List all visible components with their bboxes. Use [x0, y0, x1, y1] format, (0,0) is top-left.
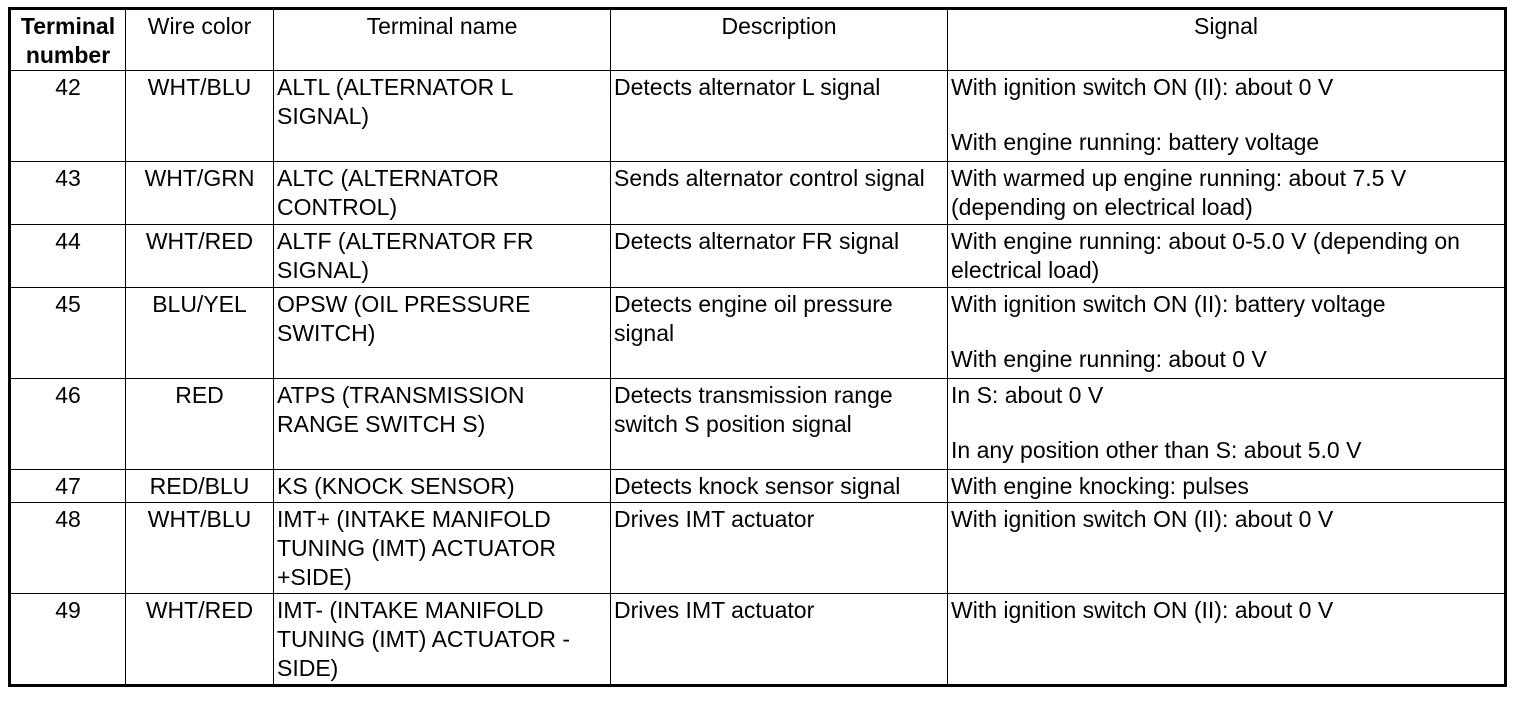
wire-color-cell: WHT/RED	[126, 594, 274, 686]
signal-line: With ignition switch ON (II): about 0 V	[951, 597, 1334, 623]
terminal-name-cell: OPSW (OIL PRESSURE SWITCH)	[274, 288, 611, 379]
description-cell: Detects engine oil pressure signal	[611, 288, 948, 379]
terminal-name-cell: ALTC (ALTERNATOR CONTROL)	[274, 162, 611, 225]
header-row	[10, 9, 1506, 71]
terminal-number-cell: 49	[10, 594, 126, 686]
table-row	[10, 379, 1506, 470]
signal-cell	[948, 288, 1506, 379]
header-terminal-number	[10, 9, 126, 71]
terminal-number-cell: 46	[10, 379, 126, 470]
header-description: Description	[611, 9, 948, 71]
header-wire-color: Wire color	[126, 9, 274, 71]
terminal-table	[8, 7, 1507, 687]
wire-color-cell: WHT/BLU	[126, 71, 274, 162]
terminal-name-cell: KS (KNOCK SENSOR)	[274, 470, 611, 503]
table-row	[10, 288, 1506, 379]
header-terminal-number-line1: Terminal	[20, 13, 116, 39]
signal-line: In S: about 0 V	[951, 382, 1104, 408]
terminal-number-cell: 43	[10, 162, 126, 225]
terminal-name-cell: IMT- (INTAKE MANIFOLD TUNING (IMT) ACTUATOR -SIDE)	[274, 594, 611, 686]
terminal-number-cell: 44	[10, 225, 126, 288]
signal-cell	[948, 379, 1506, 470]
description-cell: Sends alternator control signal	[611, 162, 948, 225]
header-terminal-number-line2: number	[25, 42, 111, 68]
signal-line: With engine running: about 0-5.0 V (depending on electrical load)	[951, 228, 1460, 283]
terminal-name-cell: ALTL (ALTERNATOR L SIGNAL)	[274, 71, 611, 162]
signal-cell	[948, 503, 1506, 594]
table-row	[10, 71, 1506, 162]
signal-cell	[948, 594, 1506, 686]
signal-line: With engine knocking: pulses	[951, 473, 1249, 499]
signal-cell	[948, 71, 1506, 162]
header-signal: Signal	[948, 9, 1506, 71]
table-row	[10, 470, 1506, 503]
signal-cell	[948, 225, 1506, 288]
wire-color-cell: WHT/RED	[126, 225, 274, 288]
signal-line: In any position other than S: about 5.0 V	[951, 437, 1362, 463]
terminal-number-cell: 42	[10, 71, 126, 162]
terminal-number-cell: 48	[10, 503, 126, 594]
signal-cell	[948, 470, 1506, 503]
terminal-name-cell: ALTF (ALTERNATOR FR SIGNAL)	[274, 225, 611, 288]
terminal-name-cell: IMT+ (INTAKE MANIFOLD TUNING (IMT) ACTUATOR +SIDE)	[274, 503, 611, 594]
signal-cell	[948, 162, 1506, 225]
table-row	[10, 503, 1506, 594]
signal-line: With engine running: about 0 V	[951, 346, 1267, 372]
wire-color-cell: WHT/BLU	[126, 503, 274, 594]
signal-line: With ignition switch ON (II): battery voltage	[951, 291, 1386, 317]
table-row	[10, 225, 1506, 288]
description-cell: Detects alternator FR signal	[611, 225, 948, 288]
table-row	[10, 162, 1506, 225]
wire-color-cell: WHT/GRN	[126, 162, 274, 225]
signal-line: With ignition switch ON (II): about 0 V	[951, 74, 1334, 100]
description-cell: Drives IMT actuator	[611, 503, 948, 594]
wire-color-cell: RED	[126, 379, 274, 470]
signal-line: With engine running: battery voltage	[951, 129, 1320, 155]
signal-line: With ignition switch ON (II): about 0 V	[951, 506, 1334, 532]
terminal-number-cell: 45	[10, 288, 126, 379]
wire-color-cell: RED/BLU	[126, 470, 274, 503]
description-cell: Drives IMT actuator	[611, 594, 948, 686]
description-cell: Detects knock sensor signal	[611, 470, 948, 503]
terminal-name-cell: ATPS (TRANSMISSION RANGE SWITCH S)	[274, 379, 611, 470]
description-cell: Detects alternator L signal	[611, 71, 948, 162]
terminal-number-cell: 47	[10, 470, 126, 503]
signal-line: With warmed up engine running: about 7.5 V (depending on electrical load)	[951, 165, 1407, 220]
table-row	[10, 594, 1506, 686]
description-cell: Detects transmission range switch S position signal	[611, 379, 948, 470]
header-terminal-name: Terminal name	[274, 9, 611, 71]
wire-color-cell: BLU/YEL	[126, 288, 274, 379]
